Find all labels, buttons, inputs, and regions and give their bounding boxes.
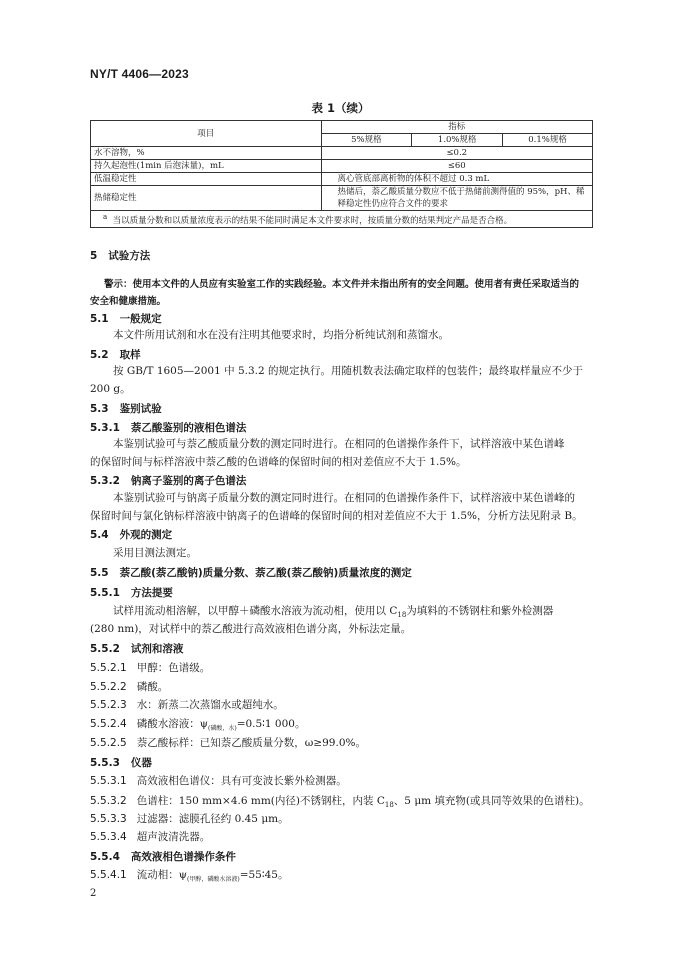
section-5-5-1-heading: 5.5.1 方法提要 (90, 587, 173, 599)
item-5-5-3-4: 5.5.3.4 超声波清洗器。 (90, 831, 211, 843)
table-row (91, 186, 593, 211)
section-5-5-heading: 5.5 萘乙酸(萘乙酸钠)质量分数、萘乙酸(萘乙酸钠)质量浓度的测定 (90, 567, 412, 579)
section-5-3-heading: 5.3 鉴别试验 (90, 403, 162, 415)
warning-line-1: 警示：使用本文件的人员应有实验室工作的实践经验。本文件并未指出所有的安全问题。使用者有责任采取适当的 (104, 279, 580, 290)
section-5-5-2-heading: 5.5.2 试剂和溶液 (90, 643, 184, 655)
warning-line-2: 安全和健康措施。 (90, 296, 167, 307)
note-text: 当以质量分数和以质量浓度表示的结果不能同时满足本文件要求时，按质量分数的结果判定产品是否合格。 (112, 215, 513, 226)
section-5-1-heading: 5.1 一般规定 (90, 313, 162, 325)
section-5-3-2-heading: 5.3.2 钠离子鉴别的离子色谱法 (90, 475, 247, 487)
table-caption: 表 1（续） (311, 101, 370, 115)
row-item: 低温稳定性 (91, 173, 322, 186)
standard-number: NY/T 4406—2023 (90, 67, 189, 81)
header-spec-1: 1.0%规格 (412, 134, 503, 147)
row-value: 热储后，萘乙酸质量分数应不低于热储前测得值的 95%，pH、稀释稳定性仍应符合文件的要求 (321, 186, 593, 211)
section-5-2-text-2: 200 g。 (90, 383, 131, 395)
row-value: 离心管底部离析物的体积不超过 0.3 mL (321, 173, 593, 186)
section-5-5-3-heading: 5.5.3 仪器 (90, 757, 152, 769)
row-value: ≤0.2 (321, 147, 593, 160)
section-5-5-1-text-1: 试样用流动相溶解，以甲醇＋磷酸水溶液为流动相，使用以 $C_{18}$为填料的不锈钢柱和紫外检测器 (113, 605, 554, 620)
section-5-3-1-heading: 5.3.1 萘乙酸鉴别的液相色谱法 (90, 422, 247, 434)
section-5-5-1-text-2: (280 nm)，对试样中的萘乙酸进行高效液相色谱分离，外标法定量。 (90, 623, 412, 635)
item-5-5-3-3: 5.5.3.3 过滤器：滤膜孔径约 0.45 μm。 (90, 813, 289, 825)
section-5-3-1-text-1: 本鉴别试验可与萘乙酸质量分数的测定同时进行。在相同的色谱操作条件下，试样溶液中某色谱峰 (113, 438, 565, 450)
page-number: 2 (90, 888, 97, 899)
section-5-4-heading: 5.4 外观的测定 (90, 529, 173, 541)
item-5-5-2-1: 5.5.2.1 甲醇：色谱级。 (90, 662, 211, 674)
row-item: 热储稳定性 (91, 186, 322, 211)
header-item: 项目 (91, 121, 322, 147)
section-5-3-1-text-2: 的保留时间与标样溶液中萘乙酸的色谱峰的保留时间的相对差值应不大于 1.5%。 (90, 456, 467, 468)
section-5-4-text: 采用目测法测定。 (113, 547, 197, 559)
section-5-3-2-text-2: 保留时间与氯化钠标样溶液中钠离子的色谱峰的保留时间的相对差值应不大于 1.5%，分析方法见附录 B。 (90, 510, 583, 522)
item-5-5-3-2: 5.5.3.2 色谱柱：150 mm×4.6 mm(内径)不锈钢柱，内装 $C_{18}$、5 μm 填充物(或具同等效果的色谱柱)。 (90, 795, 590, 810)
item-5-5-4-1: 5.5.4.1 流动相：$\psi_{(甲醇,磷酸水溶液)}=55∶45$。 (90, 869, 289, 884)
table-row (91, 173, 593, 186)
item-5-5-2-2: 5.5.2.2 磷酸。 (90, 681, 169, 693)
section-5-2-text-1: 按 GB/T 1605—2001 中 5.3.2 的规定执行。用随机数表法确定取样的包装件；最终取样量应不少于 (113, 365, 583, 377)
header-indicator: 指标 (321, 121, 593, 134)
row-value: ≤60 (321, 160, 593, 173)
table-note-row (91, 211, 593, 228)
section-5-heading: 5 试验方法 (90, 250, 151, 262)
header-spec-5: 5%规格 (321, 134, 412, 147)
row-item: 水不溶物，% (91, 147, 322, 160)
item-5-5-3-1: 5.5.3.1 高效液相色谱仪：具有可变波长紫外检测器。 (90, 775, 347, 787)
item-5-5-2-5: 5.5.2.5 萘乙酸标样：已知萘乙酸质量分数，ω≥99.0%。 (90, 737, 366, 749)
item-5-5-2-4: 5.5.2.4 磷酸水溶液：$\psi_{(磷酸,水)}=0.5∶1$ 000。 (90, 718, 306, 733)
item-5-5-2-3: 5.5.2.3 水：新蒸二次蒸馏水或超纯水。 (90, 699, 284, 711)
header-spec-01: 0.1%规格 (503, 134, 593, 147)
section-5-1-text: 本文件所用试剂和水在没有注明其他要求时，均指分析纯试剂和蒸馏水。 (113, 329, 449, 341)
section-5-2-heading: 5.2 取样 (90, 349, 141, 361)
note-mark: a (103, 212, 108, 221)
section-5-5-4-heading: 5.5.4 高效液相色谱操作条件 (90, 851, 236, 863)
spec-table (90, 120, 593, 228)
table-note (91, 211, 593, 228)
section-5-3-2-text-1: 本鉴别试验可与钠离子质量分数的测定同时进行。在相同的色谱操作条件下，试样溶液中某色谱峰的 (113, 492, 575, 504)
table-row (91, 160, 593, 173)
table-row (91, 147, 593, 160)
row-item: 持久起泡性(1min 后泡沫量)，mL (91, 160, 322, 173)
